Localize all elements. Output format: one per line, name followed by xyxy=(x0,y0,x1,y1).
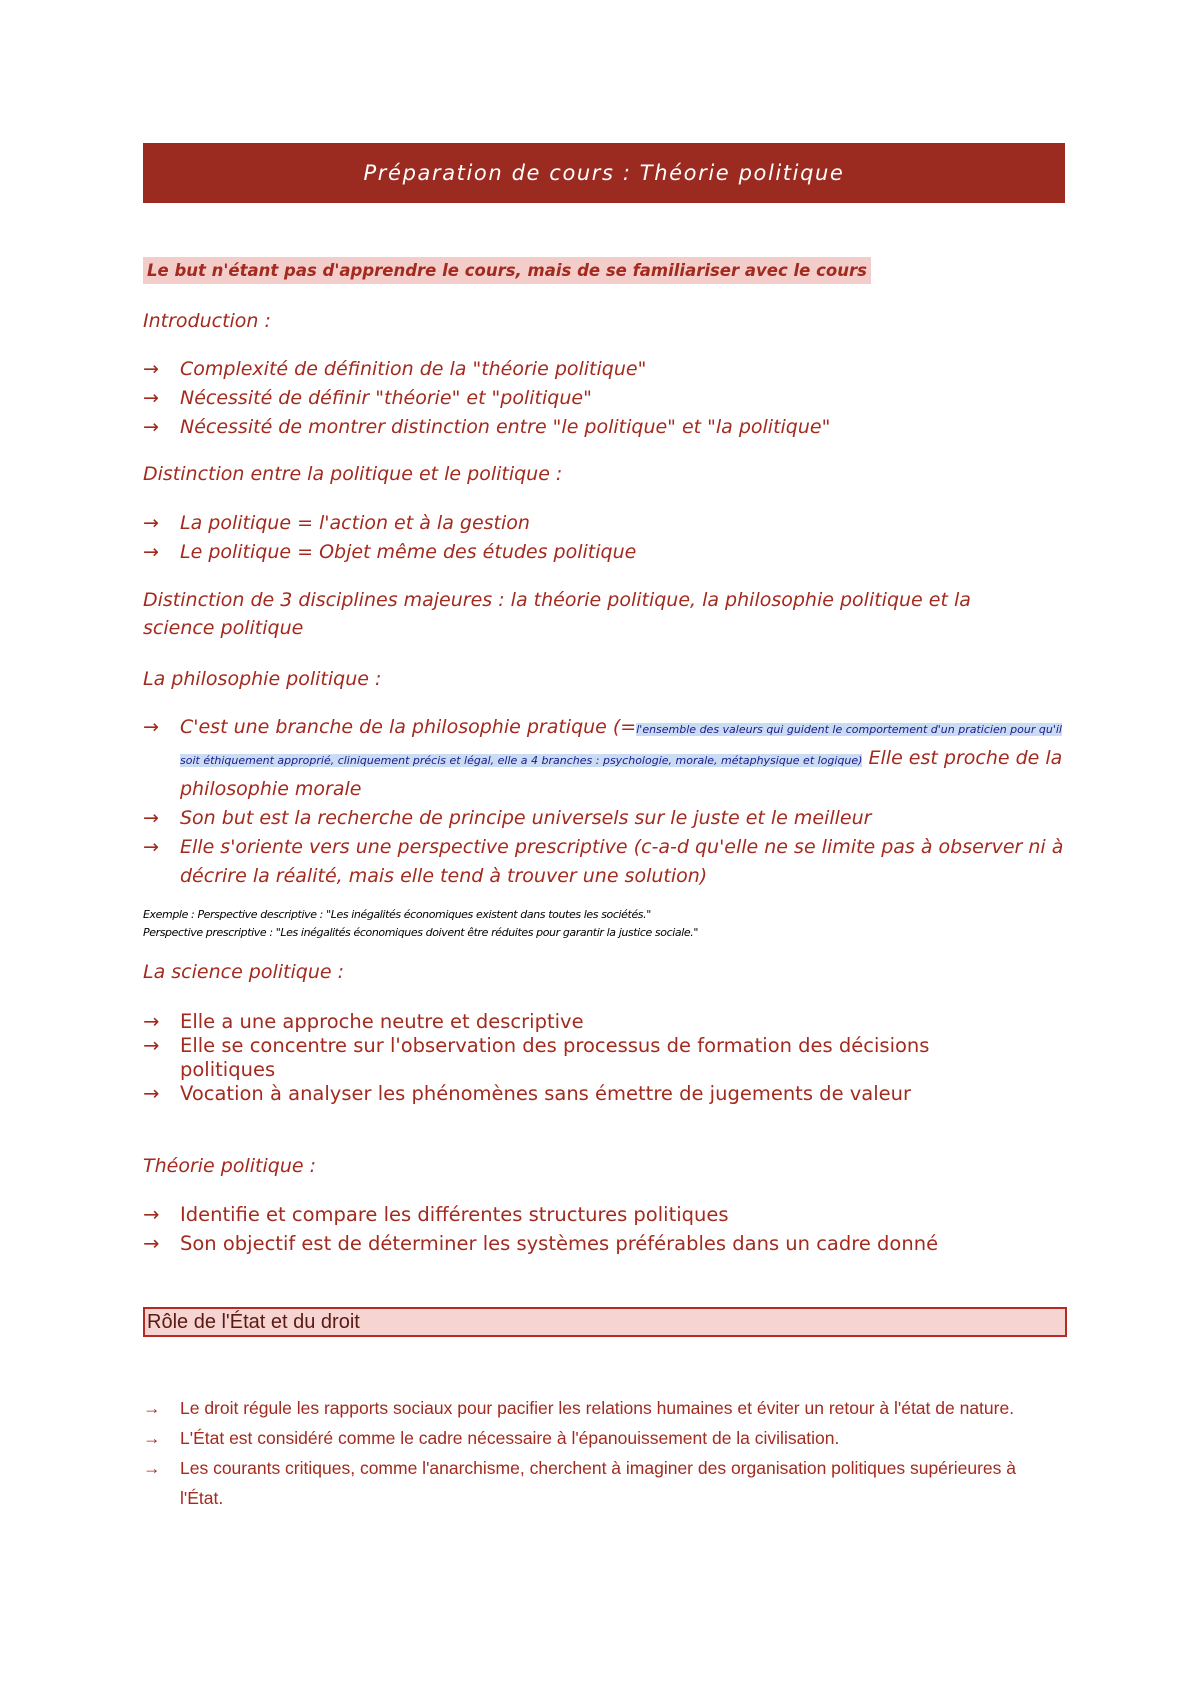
highlighted-goal: Le but n'étant pas d'apprendre le cours, mais de se familiariser avec le cours xyxy=(143,257,871,284)
arrow-icon: → xyxy=(143,1398,161,1418)
list-item: → Le politique = Objet même des études politique xyxy=(143,538,1043,567)
arrow-icon: → xyxy=(143,1203,160,1226)
list-item: → Les courants critiques, comme l'anarchisme, cherchent à imaginer des organisation politiques supérieures à l'État. xyxy=(143,1453,1053,1513)
arrow-icon: → xyxy=(143,1082,160,1105)
arrow-icon: → xyxy=(143,1458,161,1478)
arrow-icon: → xyxy=(143,1010,160,1033)
list-item: → Elle s'oriente vers une perspective prescriptive (c-a-d qu'elle ne se limite pas à observer ni à décrire la réalité, mais elle tend à trouver une solution) xyxy=(143,833,1065,891)
document-title xyxy=(143,143,1065,203)
theorie-heading: Théorie politique : xyxy=(143,1155,316,1177)
science-heading: La science politique : xyxy=(143,961,345,983)
arrow-icon: → xyxy=(143,836,159,858)
list-item: → L'État est considéré comme le cadre nécessaire à l'épanouissement de la civilisation. xyxy=(143,1423,1053,1453)
arrow-icon: → xyxy=(143,416,159,438)
arrow-icon: → xyxy=(143,1428,161,1448)
arrow-icon: → xyxy=(143,387,159,409)
role-heading: Rôle de l'État et du droit xyxy=(143,1307,1067,1337)
list-item: → Le droit régule les rapports sociaux pour pacifier les relations humaines et éviter un retour à l'état de nature. xyxy=(143,1393,1053,1423)
arrow-icon: → xyxy=(143,512,159,534)
arrow-icon: → xyxy=(143,807,159,829)
science-list xyxy=(143,1010,1023,1106)
document-title-text: Préparation de cours : Théorie politique xyxy=(363,161,845,185)
list-item: → Son but est la recherche de principe universels sur le juste et le meilleur xyxy=(143,804,1065,833)
introduction-list xyxy=(143,355,1043,442)
theorie-list xyxy=(143,1200,1043,1258)
example-block xyxy=(143,906,698,942)
distinction-heading: Distinction entre la politique et le politique : xyxy=(143,463,563,485)
philosophie-list xyxy=(143,713,1065,891)
list-item: → Son objectif est de déterminer les systèmes préférables dans un cadre donné xyxy=(143,1229,1043,1258)
arrow-icon: → xyxy=(143,1034,160,1057)
arrow-icon: → xyxy=(143,1232,160,1255)
arrow-icon: → xyxy=(143,358,159,380)
example-line: Perspective prescriptive : "Les inégalités économiques doivent être réduites pour garantir la justice sociale." xyxy=(143,926,699,939)
disciplines-heading: Distinction de 3 disciplines majeures : la théorie politique, la philosophie politique et la science politique xyxy=(143,589,971,639)
list-item: → Elle a une approche neutre et descriptive xyxy=(143,1010,584,1033)
role-list xyxy=(143,1393,1053,1513)
introduction-heading: Introduction : xyxy=(143,310,271,332)
list-item: → C'est une branche de la philosophie pratique (=l'ensemble des valeurs qui guident le comportement d'un praticien pour qu'il soit éthiquement approprié, cliniquement précis et légal, elle a 4 branches : psychologie, morale, métaphysique et logique) Elle est proche de la philosophie morale xyxy=(143,713,1065,804)
list-item: → La politique = l'action et à la gestion xyxy=(143,509,1043,538)
definition-note: l'ensemble des valeurs qui guident le comportement d'un praticien pour qu'il soit éthiquement approprié, cliniquement précis et légal, elle a 4 branches : psychologie, morale, métaphysique et logique) xyxy=(180,723,1062,767)
philosophie-heading: La philosophie politique : xyxy=(143,668,382,690)
list-item: → Elle se concentre sur l'observation des processus de formation des décisions politiques xyxy=(143,1034,930,1081)
list-item: → Complexité de définition de la "théorie politique" xyxy=(143,355,1043,384)
arrow-icon: → xyxy=(143,541,159,563)
list-item: → Nécessité de montrer distinction entre "le politique" et "la politique" xyxy=(143,413,1043,442)
example-line: Exemple : Perspective descriptive : "Les inégalités économiques existent dans toutes les sociétés." xyxy=(143,908,651,921)
arrow-icon: → xyxy=(143,716,159,738)
list-item: → Identifie et compare les différentes structures politiques xyxy=(143,1200,1043,1229)
distinction-list xyxy=(143,509,1043,567)
list-item: → Nécessité de définir "théorie" et "politique" xyxy=(143,384,1043,413)
list-item: → Vocation à analyser les phénomènes sans émettre de jugements de valeur xyxy=(143,1082,912,1105)
